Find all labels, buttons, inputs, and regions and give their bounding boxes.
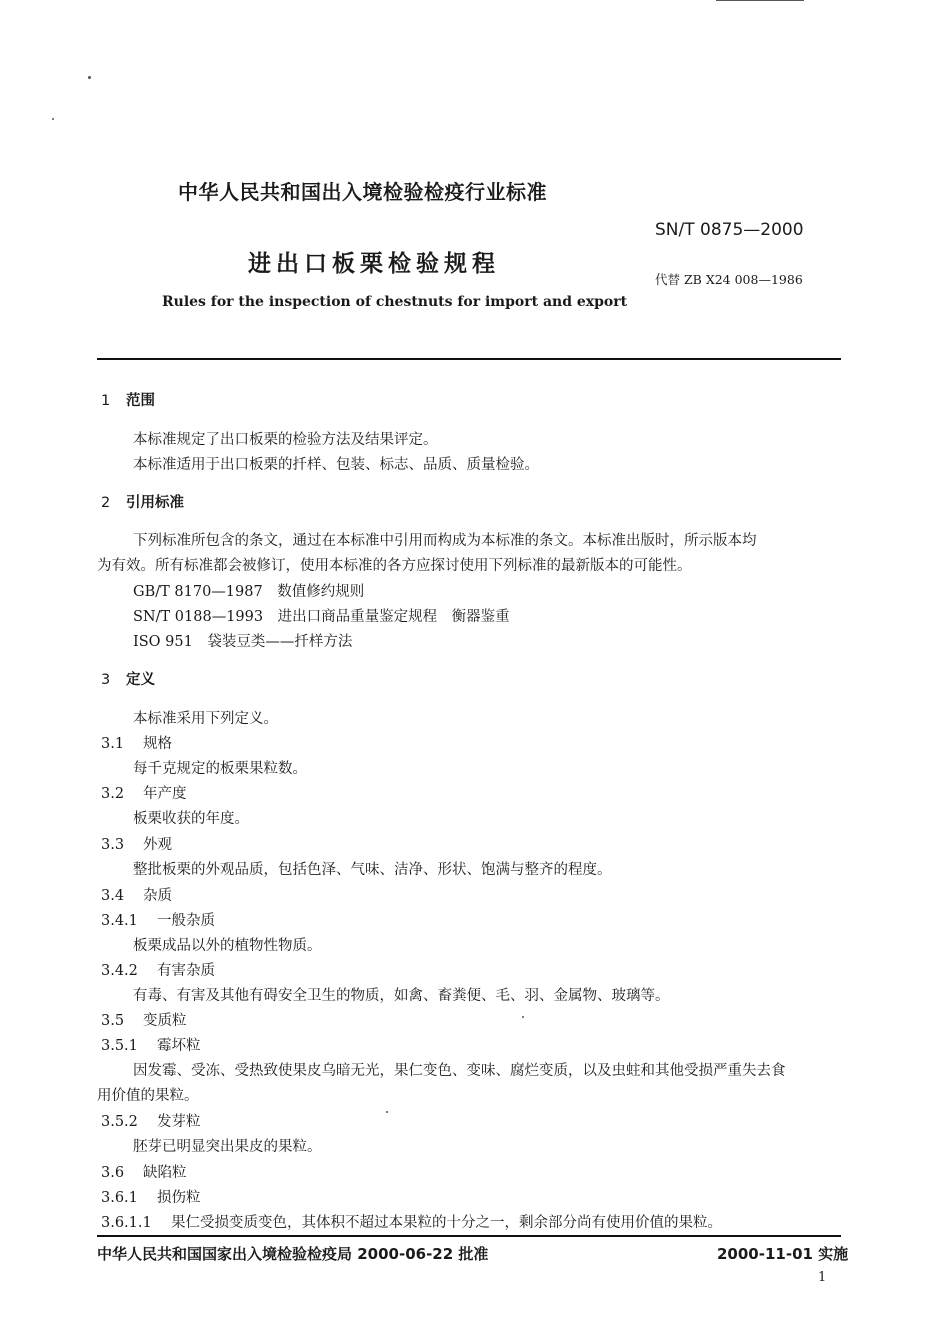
- definition-number: 3.1: [101, 736, 125, 752]
- footer-rule: [97, 1235, 841, 1237]
- definition-heading: [101, 833, 172, 854]
- definition-text: 有毒、有害及其他有碍安全卫生的物质，如禽、畜粪便、毛、羽、金属物、玻璃等。: [133, 988, 670, 1004]
- implementation-date: 2000-11-01 实施: [717, 1245, 849, 1263]
- definition-text-cont: 用价值的果粒。: [97, 1088, 199, 1104]
- definition-number: 3.6.1.1: [101, 1215, 152, 1231]
- english-title: Rules for the inspection of chestnuts for import and export: [162, 294, 628, 310]
- definition-text: 每千克规定的板栗果粒数。: [133, 761, 307, 777]
- definition-term: 变质粒: [143, 1013, 187, 1029]
- definition-term: 霉坏粒: [157, 1038, 201, 1054]
- section-2-paragraph: 下列标准所包含的条文，通过在本标准中引用而构成为本标准的条文。本标准出版时，所示版本均: [133, 533, 757, 549]
- definition-heading: [101, 1211, 722, 1232]
- definition-heading: [101, 1009, 187, 1030]
- definition-term: 有害杂质: [157, 963, 215, 979]
- definition-term: 缺陷粒: [143, 1165, 187, 1181]
- replaces-standard: 代替 ZB X24 008—1986: [655, 272, 803, 287]
- scan-speck: [52, 118, 54, 120]
- definition-term: 一般杂质: [157, 913, 215, 929]
- definition-number: 3.4.1: [101, 913, 138, 929]
- reference-standard: ISO 951 袋装豆类——扦样方法: [133, 634, 353, 650]
- definition-heading: [101, 782, 187, 803]
- section-1-paragraph: 本标准适用于出口板栗的扦样、包装、标志、品质、质量检验。: [133, 457, 539, 473]
- section-3-heading: [101, 668, 155, 689]
- definition-heading: [101, 1161, 187, 1182]
- section-2-paragraph-cont: 为有效。所有标准都会被修订，使用本标准的各方应探讨使用下列标准的最新版本的可能性。: [97, 558, 692, 574]
- section-title: 定义: [126, 672, 155, 688]
- definition-number: 3.2: [101, 786, 125, 802]
- definition-heading: [101, 1110, 201, 1131]
- section-1-paragraph: 本标准规定了出口板栗的检验方法及结果评定。: [133, 432, 438, 448]
- definition-term: 发芽粒: [157, 1114, 201, 1130]
- definition-term: 杂质: [143, 888, 172, 904]
- definition-number: 3.5.2: [101, 1114, 138, 1130]
- scan-speck: [522, 1016, 524, 1018]
- document-title: 进出口板栗检验规程: [248, 251, 500, 277]
- reference-standard: GB/T 8170—1987 数值修约规则: [133, 584, 365, 600]
- definition-term: 规格: [143, 736, 172, 752]
- top-edge-line: [716, 0, 804, 1]
- reference-standard: SN/T 0188—1993 进出口商品重量鉴定规程 衡器鉴重: [133, 609, 510, 625]
- section-title: 范围: [126, 393, 155, 409]
- definition-text: 因发霉、受冻、受热致使果皮乌暗无光，果仁变色、变味、腐烂变质，以及虫蛀和其他受损严重失去食: [133, 1063, 786, 1079]
- scan-speck: [386, 1111, 388, 1113]
- section-number: 1: [101, 393, 111, 409]
- definition-number: 3.4: [101, 888, 125, 904]
- definition-number: 3.6: [101, 1165, 125, 1181]
- section-title: 引用标准: [126, 495, 184, 511]
- section-number: 3: [101, 672, 111, 688]
- definition-text: 板栗收获的年度。: [133, 811, 249, 827]
- definition-term: 外观: [143, 837, 172, 853]
- standard-code: SN/T 0875—2000: [655, 220, 804, 240]
- definition-number: 3.5: [101, 1013, 125, 1029]
- definition-number: 3.3: [101, 837, 125, 853]
- definition-heading: [101, 732, 172, 753]
- definition-heading: [101, 909, 215, 930]
- section-1-heading: [101, 389, 155, 410]
- definition-term: 损伤粒: [157, 1190, 201, 1206]
- definition-text: 整批板栗的外观品质，包括色泽、气味、洁净、形状、饱满与整齐的程度。: [133, 862, 612, 878]
- section-2-heading: [101, 491, 184, 512]
- definition-text: 胚芽已明显突出果皮的果粒。: [133, 1139, 322, 1155]
- scan-speck: [88, 76, 91, 79]
- definition-text: 板栗成品以外的植物性物质。: [133, 938, 322, 954]
- definition-number: 3.5.1: [101, 1038, 138, 1054]
- header-rule: [97, 358, 841, 360]
- definition-heading: [101, 1186, 201, 1207]
- definition-heading: [101, 884, 172, 905]
- definition-number: 3.4.2: [101, 963, 138, 979]
- definition-text: 果仁受损变质变色，其体积不超过本果粒的十分之一，剩余部分尚有使用价值的果粒。: [171, 1215, 722, 1231]
- definition-heading: [101, 1034, 201, 1055]
- issuing-organization: 中华人民共和国出入境检验检疫行业标准: [178, 180, 547, 204]
- approval-line: 中华人民共和国国家出入境检验检疫局 2000-06-22 批准: [97, 1245, 489, 1263]
- section-3-intro: 本标准采用下列定义。: [133, 711, 278, 727]
- definition-number: 3.6.1: [101, 1190, 138, 1206]
- definition-heading: [101, 959, 215, 980]
- definition-term: 年产度: [143, 786, 187, 802]
- page-number: 1: [818, 1270, 827, 1285]
- section-number: 2: [101, 495, 111, 511]
